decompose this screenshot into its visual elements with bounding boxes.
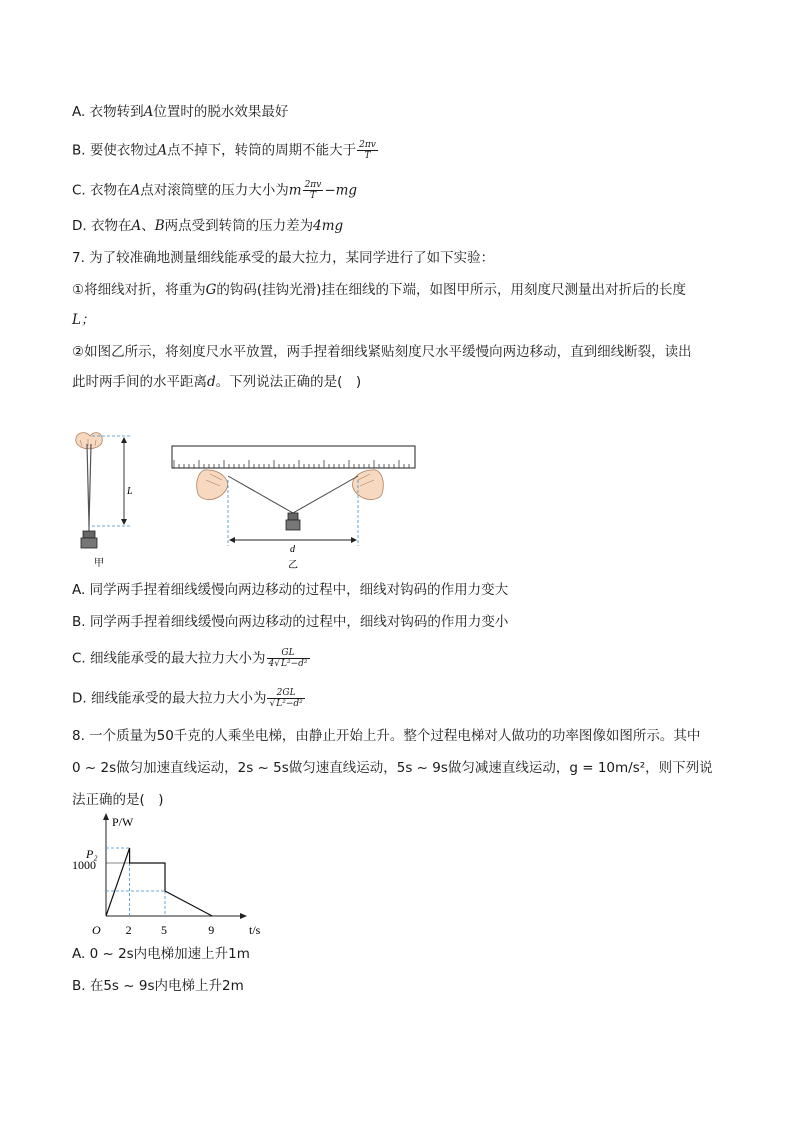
hand-icon	[76, 433, 102, 449]
q8-option-b: B. 在5s ~ 9s内电梯上升2m	[72, 978, 244, 994]
right-hand-icon	[352, 470, 383, 500]
q7-stem-line3: L；	[72, 312, 95, 328]
series-p-line	[106, 848, 212, 916]
y-axis-label: P/W	[112, 815, 134, 829]
q7-stem-line1: 7. 为了较准确地测量细线能承受的最大拉力，某同学进行了如下实验：	[72, 250, 495, 266]
q6-option-c: C. 衣物在A点对滚筒壁的压力大小为m $\frac{2\pi v}{T}$ −mg	[72, 180, 358, 201]
q8-option-a: A. 0 ~ 2s内电梯加速上升1m	[72, 946, 250, 962]
power-time-chart	[68, 810, 261, 940]
y-tick-1000: 1000	[72, 858, 96, 872]
q8-stem-line1: 8. 一个质量为50千克的人乘坐电梯，由静止开始上升。整个过程电梯对人做功的功率图像如图所示。其中	[72, 728, 701, 744]
ruler	[172, 446, 415, 468]
x-tick-9: 9	[208, 923, 215, 937]
q6-option-b: B. 要使衣物过A点不掉下，转筒的周期不能大于 $\frac{2\pi v}{T}$	[72, 140, 376, 161]
y-tick-p2: P₂	[86, 847, 98, 861]
q6-option-d: D. 衣物在A、B两点受到转筒的压力差为4mg	[72, 218, 344, 234]
weight-icon	[286, 513, 300, 530]
figure-yi	[160, 440, 430, 572]
q6-option-a: A. 衣物转到A位置时的脱水效果最好	[72, 104, 289, 120]
q7-option-d: D. 细线能承受的最大拉力大小为 $\frac{2GL}{\text{√L²−d²}}$	[72, 688, 303, 709]
label-d: d	[290, 544, 295, 555]
caption-jia: 甲	[94, 558, 104, 569]
y-axis-arrow	[103, 813, 109, 820]
q8-stem-line3: 法正确的是( )	[72, 792, 164, 808]
x-axis-label: t/s	[249, 923, 261, 937]
origin-label: O	[92, 923, 101, 937]
left-hand-icon	[197, 470, 228, 500]
x-tick-2: 2	[125, 923, 132, 937]
weight-icon	[81, 526, 97, 548]
q7-option-a: A. 同学两手捏着细线缓慢向两边移动的过程中，细线对钩码的作用力变大	[72, 582, 509, 598]
q7-option-b: B. 同学两手捏着细线缓慢向两边移动的过程中，细线对钩码的作用力变小	[72, 614, 509, 630]
q7-stem-line4: ②如图乙所示，将刻度尺水平放置，两手捏着细线紧贴刻度尺水平缓慢向两边移动，直到细线断裂，读出	[72, 344, 692, 360]
q7-stem-line5: 此时两手间的水平距离d。下列说法正确的是( )	[72, 374, 362, 390]
figure-jia	[68, 430, 148, 570]
x-tick-5: 5	[161, 923, 167, 937]
x-axis-arrow	[240, 913, 247, 919]
label-L: L	[127, 486, 133, 497]
q8-stem-line2: 0 ~ 2s做匀加速直线运动，2s ~ 5s做匀速直线运动，5s ~ 9s做匀减速直线运动，g = 10m/s²，则下列说	[72, 760, 713, 776]
q7-option-c: C. 细线能承受的最大拉力大小为 $\frac{GL}{\text{4√L²−d²}}$	[72, 648, 308, 669]
q7-stem-line2: ①将细线对折，将重为G的钩码(挂钩光滑)挂在细线的下端，如图甲所示，用刻度尺测量出对折后的长度	[72, 282, 686, 298]
caption-yi: 乙	[288, 560, 298, 571]
